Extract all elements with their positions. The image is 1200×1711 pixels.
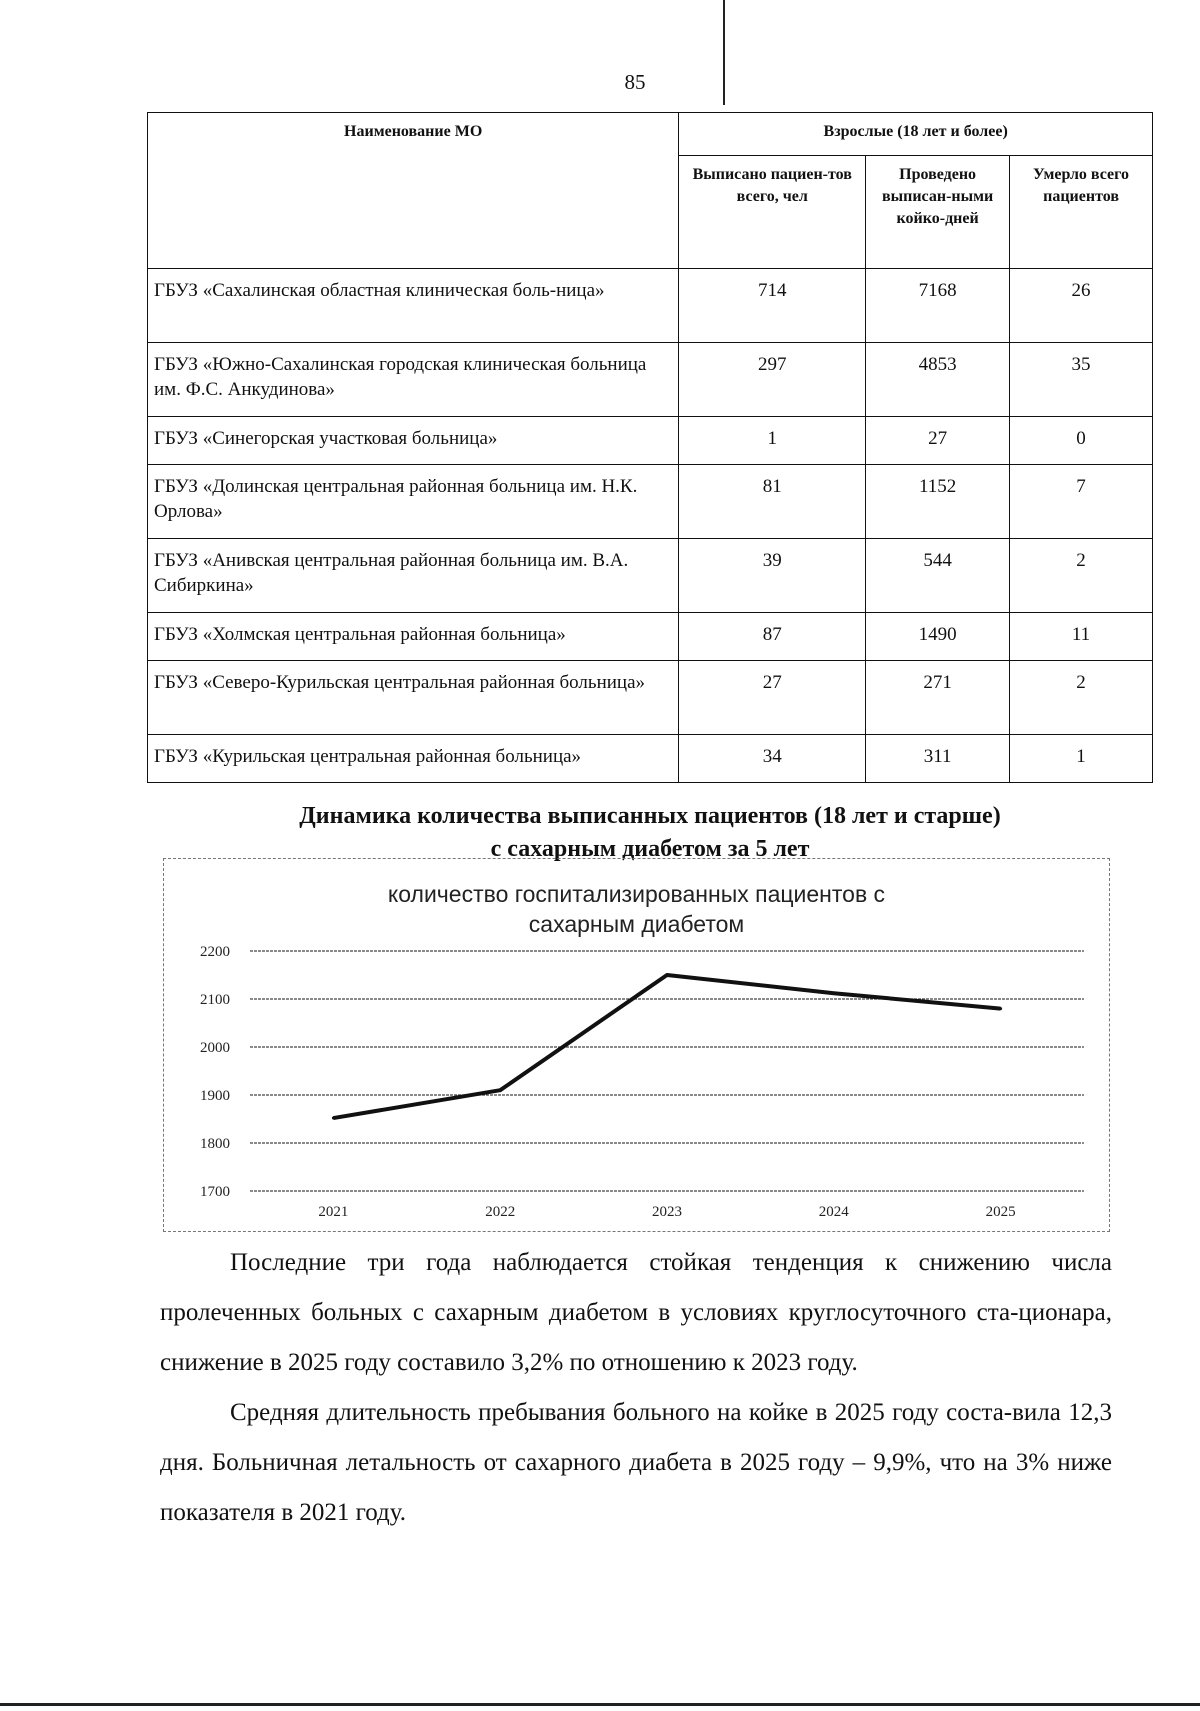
data-point <box>999 1007 1002 1010</box>
y-tick-label: 1800 <box>200 1136 230 1152</box>
data-point <box>666 974 669 977</box>
chart-title-text: количество госпитализированных пациентов с сахарным диабетом <box>387 881 886 937</box>
column-header-name: Наименование МО <box>148 113 679 269</box>
bed-days-cell: 4853 <box>866 343 1010 417</box>
table-row <box>148 465 1153 539</box>
mo-name-cell: ГБУЗ «Южно-Сахалинская городская клиническая больница им. Ф.С. Анкудинова» <box>148 343 679 417</box>
hospital-table <box>147 112 1153 783</box>
died-cell: 11 <box>1010 613 1153 661</box>
mo-name-cell: ГБУЗ «Холмская центральная районная больница» <box>148 613 679 661</box>
scan-vertical-line <box>723 0 725 105</box>
data-point <box>832 992 835 995</box>
mo-name-cell: ГБУЗ «Сахалинская областная клиническая боль-ница» <box>148 269 679 343</box>
y-tick-label: 1900 <box>200 1088 230 1104</box>
table-row <box>148 661 1153 735</box>
chart-heading-line-2: с сахарным диабетом за 5 лет <box>490 836 810 862</box>
table-row <box>148 735 1153 783</box>
died-cell: 2 <box>1010 661 1153 735</box>
y-tick-label: 2100 <box>200 992 230 1008</box>
y-tick-label: 1700 <box>200 1184 230 1200</box>
chart-heading-line-1: Динамика количества выписанных пациентов (18 лет и старше) <box>299 803 1001 829</box>
bed-days-cell: 1152 <box>866 465 1010 539</box>
data-point <box>332 1117 335 1120</box>
discharged-cell: 1 <box>679 417 866 465</box>
bed-days-cell: 7168 <box>866 269 1010 343</box>
table-row <box>148 343 1153 417</box>
mo-name-cell: ГБУЗ «Курильская центральная районная больница» <box>148 735 679 783</box>
x-tick-label: 2021 <box>318 1204 349 1220</box>
table-row <box>148 417 1153 465</box>
discharged-cell: 34 <box>679 735 866 783</box>
died-cell: 26 <box>1010 269 1153 343</box>
discharged-cell: 297 <box>679 343 866 417</box>
x-tick-label: 2023 <box>652 1204 682 1220</box>
line-chart <box>163 858 1110 1232</box>
discharged-cell: 39 <box>679 539 866 613</box>
scan-bottom-line <box>0 1703 1200 1706</box>
y-tick-label: 2000 <box>200 1040 230 1056</box>
x-tick-label: 2022 <box>485 1204 516 1220</box>
bed-days-cell: 544 <box>866 539 1010 613</box>
discharged-cell: 27 <box>679 661 866 735</box>
chart-heading <box>147 800 1153 866</box>
discharged-cell: 714 <box>679 269 866 343</box>
mo-name-cell: ГБУЗ «Северо-Курильская центральная районная больница» <box>148 661 679 735</box>
table-row <box>148 613 1153 661</box>
mo-name-cell: ГБУЗ «Синегорская участковая больница» <box>148 417 679 465</box>
table-row <box>148 269 1153 343</box>
chart-plot <box>164 859 1109 1231</box>
table-row <box>148 539 1153 613</box>
discharged-cell: 87 <box>679 613 866 661</box>
bed-days-cell: 1490 <box>866 613 1010 661</box>
column-group-header: Взрослые (18 лет и более) <box>679 113 1153 156</box>
died-cell: 35 <box>1010 343 1153 417</box>
data-point <box>499 1089 502 1092</box>
bed-days-cell: 271 <box>866 661 1010 735</box>
mo-name-cell: ГБУЗ «Долинская центральная районная больница им. Н.К. Орлова» <box>148 465 679 539</box>
paragraph-trend: Последние три года наблюдается стойкая тенденция к снижению числа пролеченных больных с сахарным диабетом в условиях круглосуточного ста-ционара, снижение в 2025 году составило 3,2% по отношению к 2023 году. <box>160 1249 1112 1376</box>
died-cell: 2 <box>1010 539 1153 613</box>
column-header-died: Умерло всего пациентов <box>1010 156 1153 269</box>
column-header-discharged: Выписано пациен-тов всего, чел <box>679 156 866 269</box>
page-number: 85 <box>624 70 646 94</box>
died-cell: 1 <box>1010 735 1153 783</box>
died-cell: 0 <box>1010 417 1153 465</box>
bed-days-cell: 27 <box>866 417 1010 465</box>
body-text <box>160 1238 1112 1538</box>
y-tick-label: 2200 <box>200 944 230 960</box>
bed-days-cell: 311 <box>866 735 1010 783</box>
mo-name-cell: ГБУЗ «Анивская центральная районная больница им. В.А. Сибиркина» <box>148 539 679 613</box>
column-header-bed-days: Проведено выписан-ными койко-дней <box>866 156 1010 269</box>
paragraph-stay: Средняя длительность пребывания больного на койке в 2025 году соста-вила 12,3 дня. Больничная летальность от сахарного диабета в 2025 году – 9,9%, что на 3% ниже показателя в 2021 году. <box>160 1399 1112 1526</box>
died-cell: 7 <box>1010 465 1153 539</box>
discharged-cell: 81 <box>679 465 866 539</box>
x-tick-label: 2025 <box>985 1204 1016 1220</box>
x-tick-label: 2024 <box>818 1204 849 1220</box>
